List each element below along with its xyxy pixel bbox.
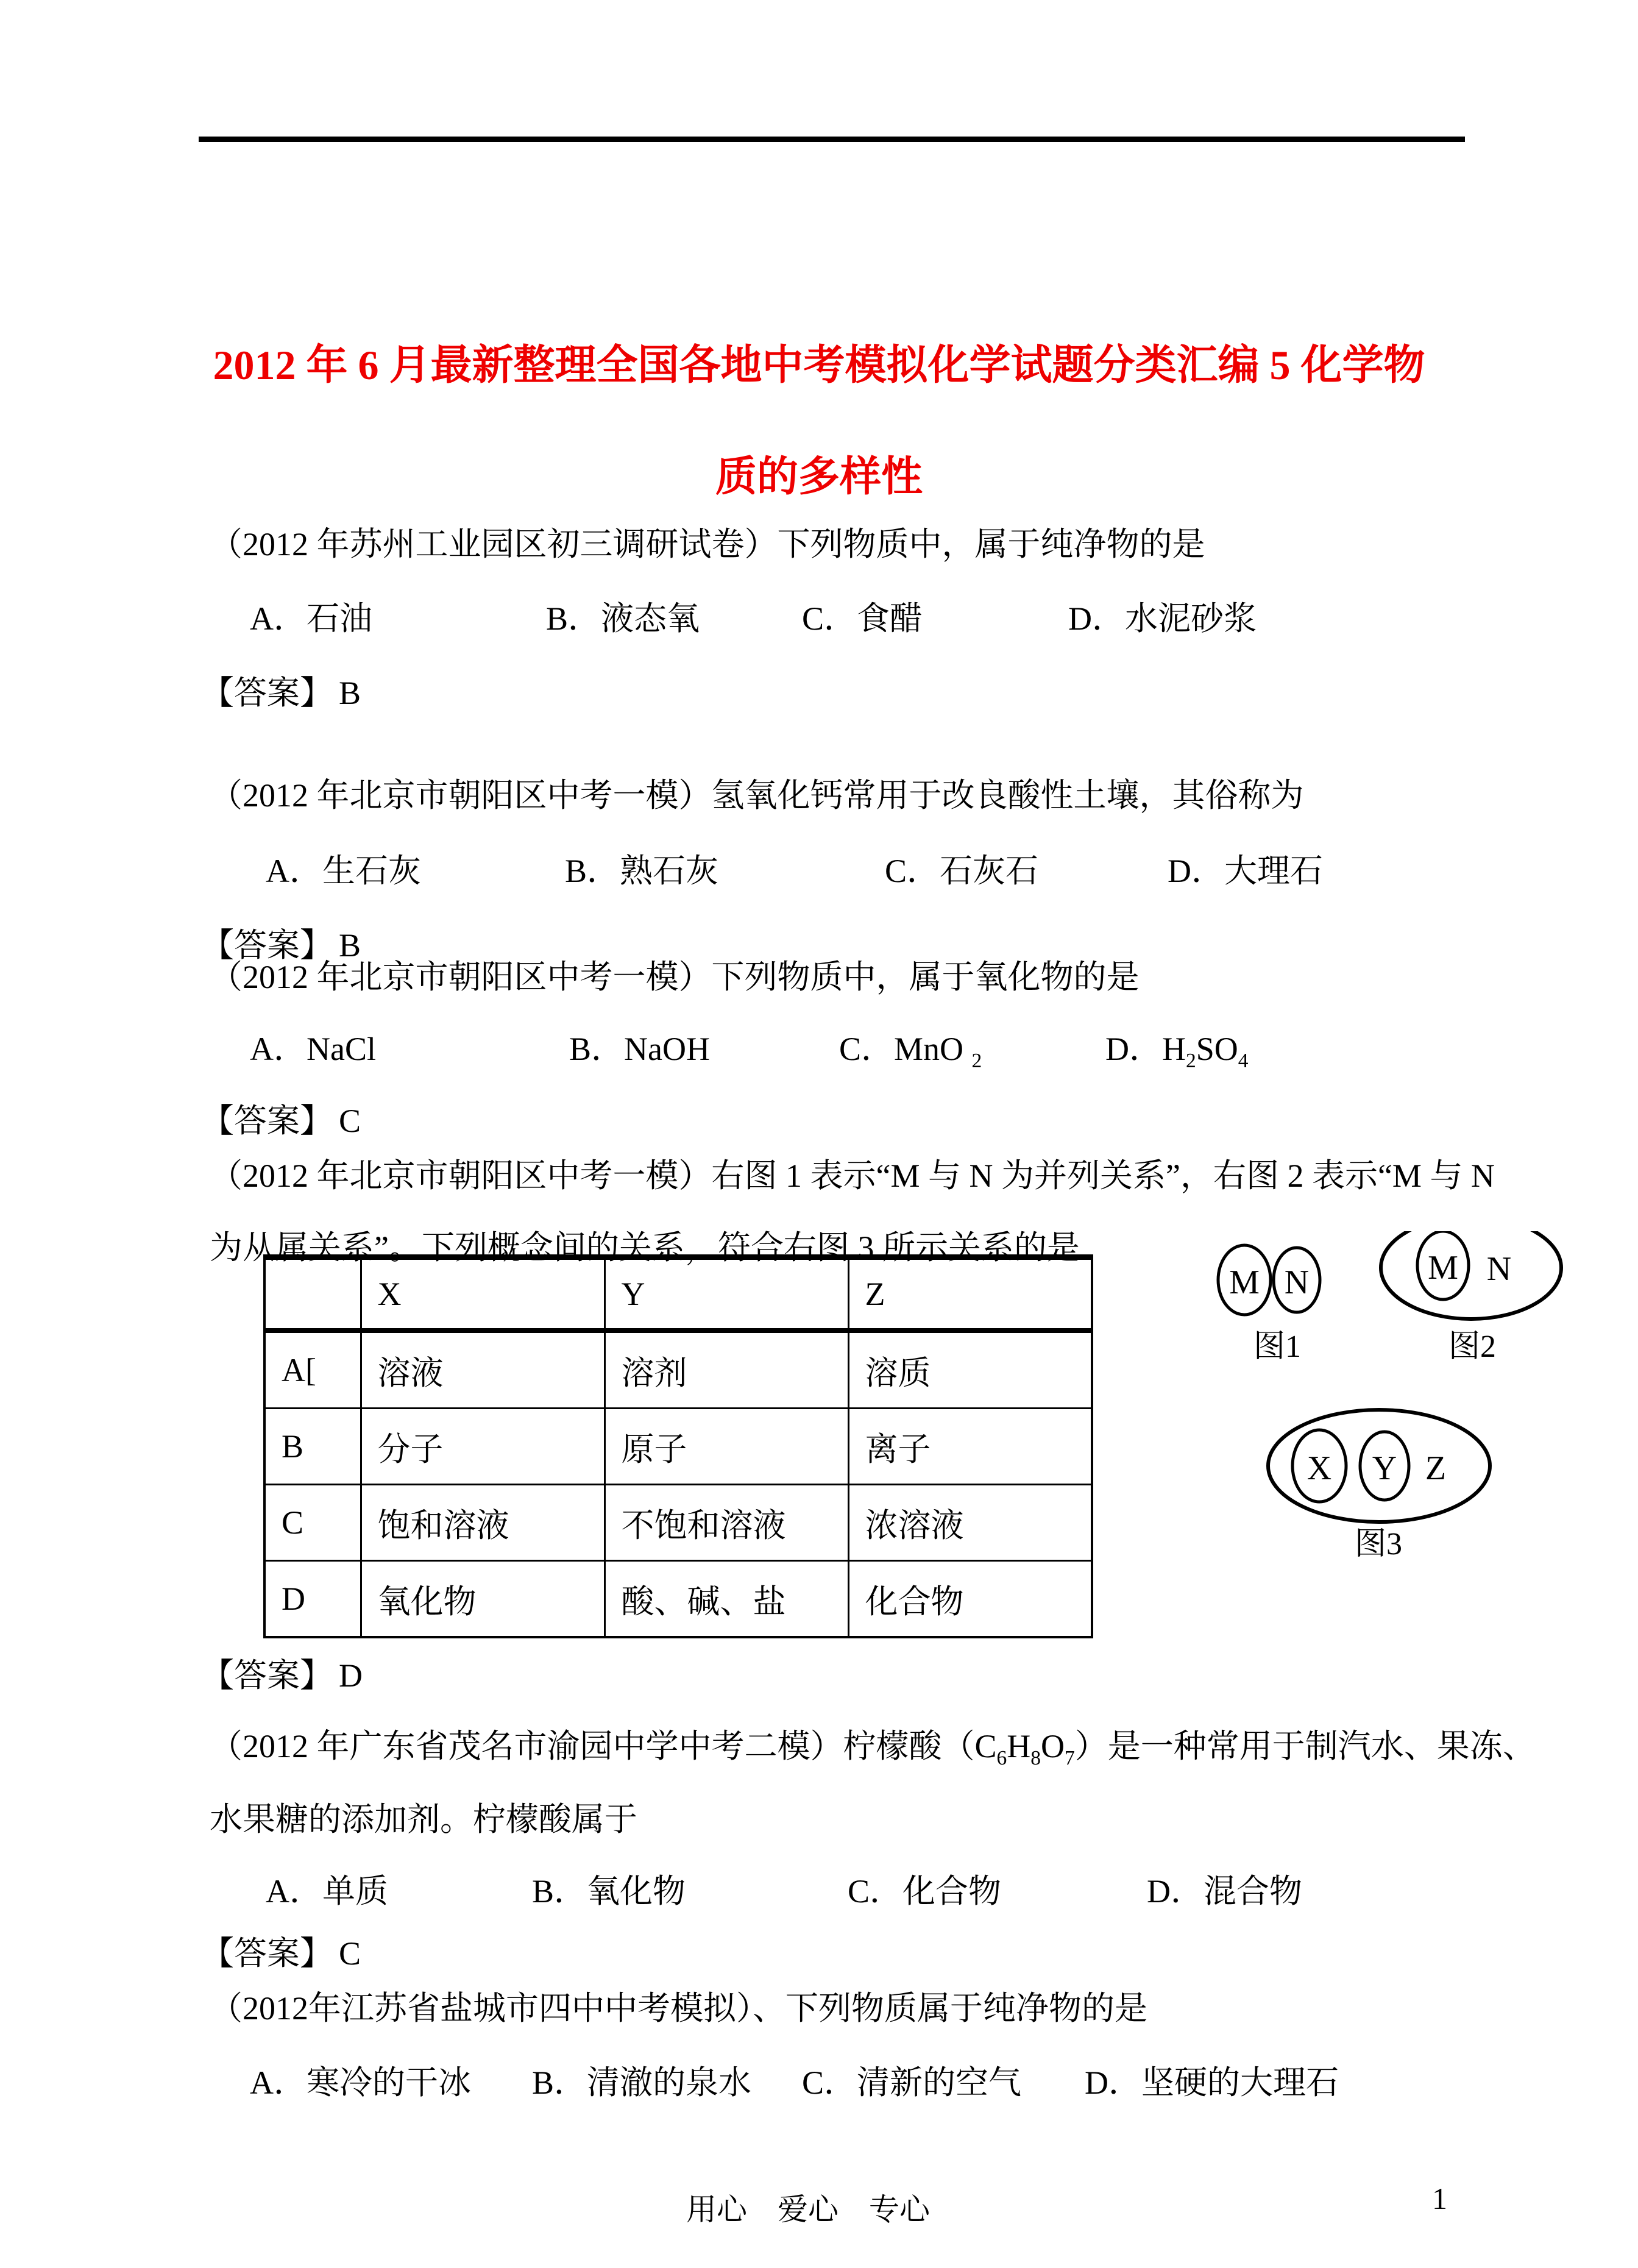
answer-value: C — [339, 1103, 361, 1139]
option-a: A．石油 — [250, 600, 372, 637]
option-c: C．MnO $_2$ — [839, 1031, 982, 1072]
cell: 氧化物 — [361, 1561, 604, 1638]
option-a: A．生石灰 — [266, 853, 421, 889]
option-b: B．熟石灰 — [565, 853, 719, 889]
question-4-text-line-1: （2012 年北京市朝阳区中考一模）右图 1 表示“M 与 N 为并列关系”，右图 2 表示“M 与 N — [210, 1157, 1495, 1194]
venn-diagrams — [1188, 1231, 1638, 1585]
cell: 饱和溶液 — [361, 1485, 604, 1561]
document-title-line-2: 质的多样性 — [715, 453, 923, 500]
row-label: C — [264, 1485, 361, 1561]
question-1-answer — [201, 667, 361, 714]
fig3-label-x: X — [1306, 1449, 1332, 1487]
option-d: D．大理石 — [1168, 853, 1323, 889]
answer-value: B — [339, 927, 361, 964]
question-2-options — [201, 845, 1456, 894]
option-c: C．化合物 — [848, 1873, 1002, 1910]
answer-label: 【答案】 — [201, 1935, 333, 1972]
option-a: A．NaCl — [250, 1031, 376, 1067]
footer-motto: 用心 爱心 专心 — [686, 2192, 930, 2227]
question-5-answer — [201, 1927, 361, 1974]
option-b: B．氧化物 — [532, 1873, 686, 1910]
option-b: B．清澈的泉水 — [532, 2064, 752, 2101]
fig1-caption: 图1 — [1253, 1329, 1302, 1364]
cell: 溶液 — [361, 1331, 604, 1409]
cell: 分子 — [361, 1409, 604, 1485]
cell: 酸、碱、盐 — [604, 1561, 848, 1638]
question-6-options — [201, 2056, 1456, 2105]
answer-value: B — [339, 675, 361, 711]
cell: 溶剂 — [604, 1331, 848, 1409]
option-c: C．清新的空气 — [802, 2064, 1022, 2101]
cell: 不饱和溶液 — [604, 1485, 848, 1561]
option-a: A．单质 — [266, 1873, 388, 1910]
fig2-label-m: M — [1428, 1249, 1458, 1287]
question-5-text-line-2: 水果糖的添加剂。柠檬酸属于 — [210, 1801, 637, 1838]
table-row-a — [264, 1331, 1092, 1409]
question-4-text-line-2: 为从属关系”。下列概念间的关系，符合右图 3 所示关系的是 — [210, 1229, 1080, 1266]
table-row-d — [264, 1561, 1092, 1638]
table-row-b — [264, 1409, 1092, 1485]
cell: 化合物 — [848, 1561, 1092, 1638]
fig3-caption: 图3 — [1354, 1527, 1403, 1562]
figure-3 — [1268, 1410, 1490, 1562]
page-number: 1 — [1432, 2181, 1447, 2216]
option-d: D．水泥砂浆 — [1068, 600, 1257, 637]
question-2-text: （2012 年北京市朝阳区中考一模）氢氧化钙常用于改良酸性土壤，其俗称为 — [210, 777, 1304, 814]
question-5-options — [201, 1865, 1456, 1914]
answer-label: 【答案】 — [201, 675, 333, 711]
fig2-outer-ellipse — [1381, 1231, 1561, 1319]
table-header-row — [264, 1257, 1092, 1331]
question-3-text: （2012 年北京市朝阳区中考一模）下列物质中，属于氧化物的是 — [210, 959, 1140, 995]
table-row-c — [264, 1485, 1092, 1561]
question-1-text: （2012 年苏州工业园区初三调研试卷）下列物质中，属于纯净物的是 — [210, 526, 1205, 563]
document-title-line-1: 2012 年 6 月最新整理全国各地中考模拟化学试题分类汇编 5 化学物 — [213, 342, 1425, 388]
cell: 溶质 — [848, 1331, 1092, 1409]
option-c: C．石灰石 — [885, 853, 1039, 889]
question-3-options — [201, 1023, 1456, 1072]
top-horizontal-rule — [199, 137, 1465, 142]
fig3-label-y: Y — [1372, 1449, 1397, 1487]
option-d: D．坚硬的大理石 — [1085, 2064, 1339, 2101]
option-b: B．NaOH — [569, 1031, 710, 1067]
answer-label: 【答案】 — [201, 927, 333, 964]
row-label: B — [264, 1409, 361, 1485]
fig1-label-n: N — [1284, 1264, 1310, 1301]
fig1-label-m: M — [1229, 1264, 1260, 1301]
option-c: C．食醋 — [802, 600, 923, 637]
option-b: B．液态氧 — [546, 600, 700, 637]
fig2-label-n: N — [1486, 1250, 1512, 1288]
answer-label: 【答案】 — [201, 1103, 333, 1139]
header-cell-blank — [264, 1257, 361, 1331]
cell: 原子 — [604, 1409, 848, 1485]
figure-2 — [1381, 1231, 1561, 1364]
question-4-table — [263, 1254, 1093, 1638]
fig3-label-z: Z — [1425, 1449, 1447, 1487]
question-5-text-line-1: （2012 年广东省茂名市渝园中学中考二模）柠檬酸$(C_6H_8O_7)$是一种常用于制汽水、果冻、 — [210, 1728, 1536, 1769]
option-a: A．寒冷的干冰 — [250, 2064, 471, 2101]
answer-label: 【答案】 — [201, 1657, 333, 1694]
question-6-text: （2012年江苏省盐城市四中中考模拟）、下列物质属于纯净物的是 — [210, 1990, 1147, 2027]
header-cell-y: Y — [604, 1257, 848, 1331]
cell: 浓溶液 — [848, 1485, 1092, 1561]
figure-1 — [1218, 1245, 1320, 1364]
cell: 离子 — [848, 1409, 1092, 1485]
row-label: A[ — [264, 1331, 361, 1409]
option-d: D．$H_2SO_4$ — [1105, 1031, 1249, 1072]
row-label: D — [264, 1561, 361, 1638]
question-3-answer — [201, 1095, 361, 1142]
option-d: D．混合物 — [1147, 1873, 1302, 1910]
answer-value: D — [339, 1657, 363, 1694]
fig2-caption: 图2 — [1448, 1329, 1497, 1364]
question-1-options — [201, 592, 1456, 641]
header-cell-x: X — [361, 1257, 604, 1331]
answer-value: C — [339, 1935, 361, 1972]
header-cell-z: Z — [848, 1257, 1092, 1331]
question-4-answer — [201, 1649, 363, 1696]
